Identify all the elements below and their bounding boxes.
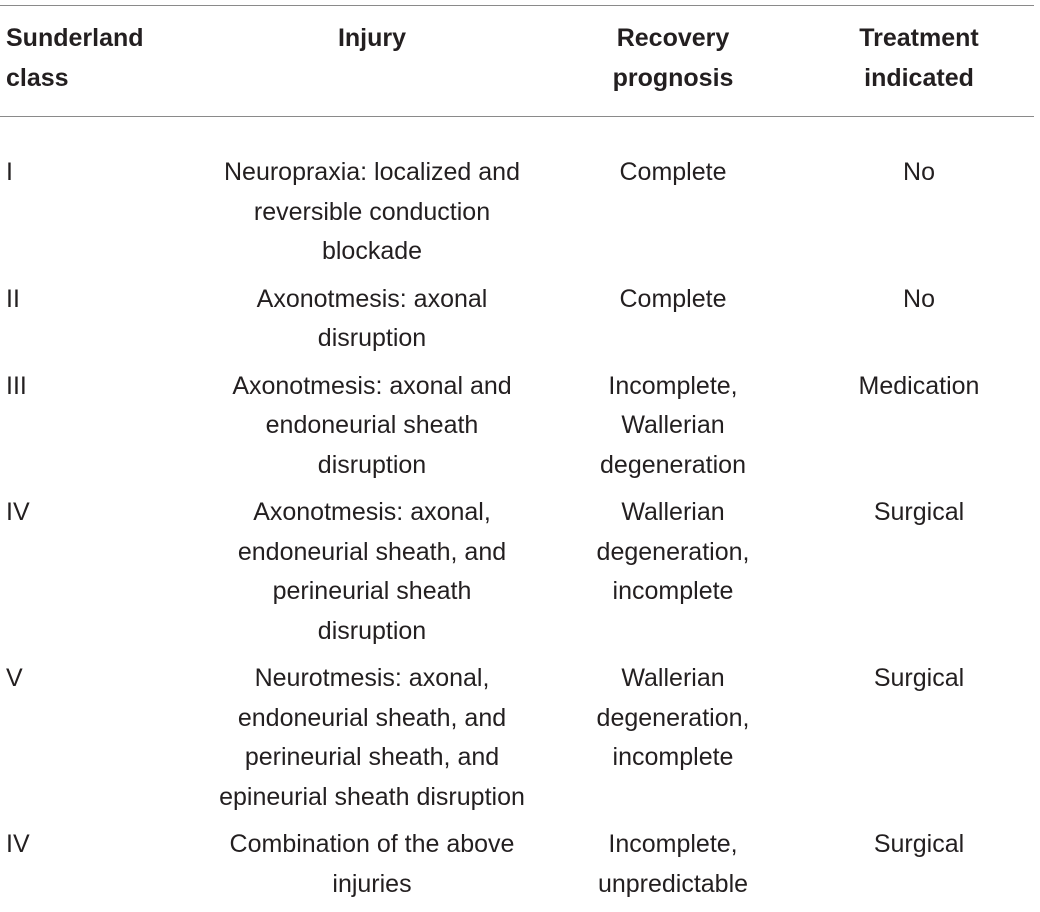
- top-rule: [0, 5, 1034, 6]
- cell-injury: Axonotmesis: axonal, endoneurial sheath, and perineurial sheath disruption: [237, 498, 507, 645]
- cell-prognosis: Complete: [619, 284, 727, 313]
- cell-prognosis: Incomplete, Wallerian degeneration: [600, 371, 746, 479]
- header-recovery-prognosis: Recovery prognosis: [612, 24, 734, 92]
- table-row: [0, 825, 1040, 912]
- cell-prognosis: Wallerian degeneration, incomplete: [596, 498, 750, 605]
- header-sunderland-class: Sunderland class: [6, 24, 144, 92]
- cell-injury: Combination of the above injuries: [229, 830, 515, 898]
- table-header-row: [0, 19, 1040, 135]
- cell-prognosis: Wallerian degeneration, incomplete: [596, 664, 750, 771]
- cell-injury: Neurotmesis: axonal, endoneurial sheath, and perineurial sheath, and epineurial sheath disruption: [219, 664, 525, 811]
- table-row: [0, 493, 1040, 659]
- table-row: [0, 659, 1040, 825]
- cell-treatment: No: [903, 158, 935, 186]
- cell-class: IV: [6, 498, 30, 526]
- table-row: [0, 367, 1040, 494]
- cell-class: IV: [6, 830, 30, 858]
- cell-treatment: Surgical: [873, 498, 965, 526]
- cell-treatment: Surgical: [873, 830, 965, 858]
- cell-class: V: [6, 664, 23, 692]
- cell-treatment: Surgical: [873, 664, 965, 692]
- cell-class: III: [6, 371, 27, 400]
- cell-injury: Axonotmesis: axonal disruption: [256, 284, 488, 352]
- cell-prognosis: Incomplete, unpredictable: [597, 830, 749, 898]
- cell-class: II: [6, 284, 20, 313]
- sunderland-classification-table: [0, 19, 1040, 912]
- cell-injury: Neuropraxia: localized and reversible conduction blockade: [223, 158, 520, 265]
- cell-treatment: Medication: [858, 371, 980, 400]
- table-row: [0, 135, 1040, 280]
- cell-treatment: No: [903, 284, 935, 313]
- header-injury: Injury: [337, 24, 407, 52]
- cell-class: I: [6, 158, 13, 186]
- cell-prognosis: Complete: [619, 158, 727, 186]
- header-treatment-indicated: Treatment indicated: [859, 24, 979, 92]
- cell-injury: Axonotmesis: axonal and endoneurial sheath disruption: [232, 371, 512, 479]
- table-row: [0, 280, 1040, 367]
